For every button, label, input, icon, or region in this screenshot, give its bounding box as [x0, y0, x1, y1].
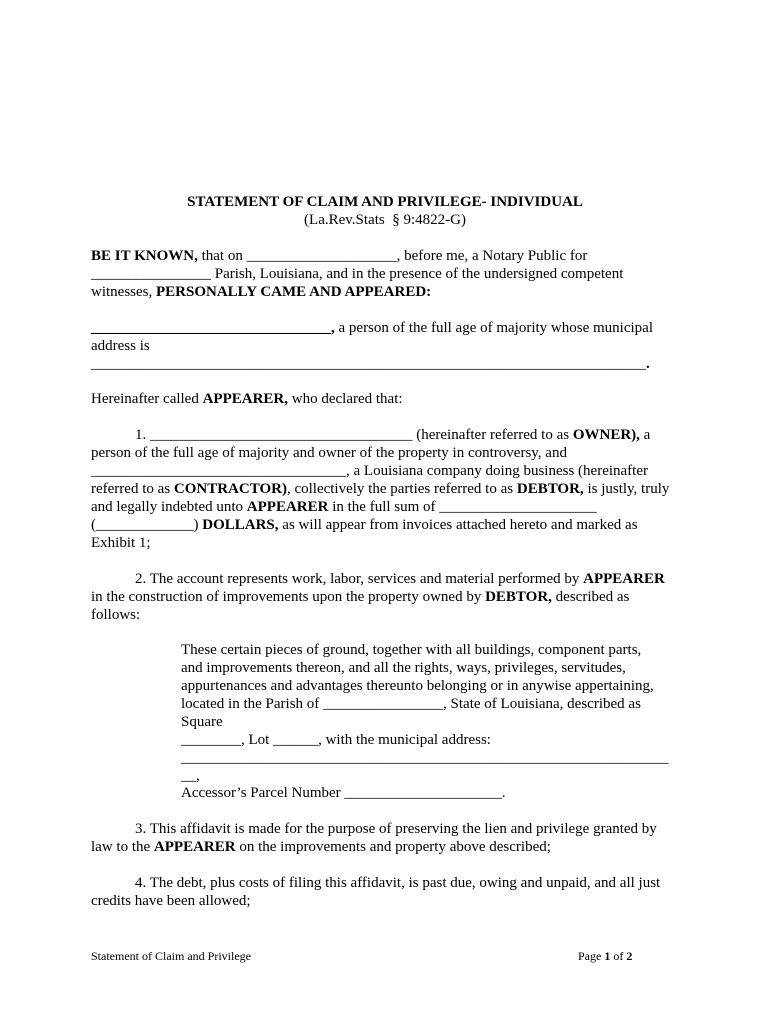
property-line-3: appurtenances and advantages thereunto belonging or in anywise appertaining,	[181, 678, 654, 694]
intro-line-3: witnesses, PERSONALLY CAME AND APPEARED:	[91, 284, 432, 300]
appearer-line-3: __________________________________________________________________________.	[91, 356, 650, 372]
intro-line-1: BE IT KNOWN, that on ____________________, before me, a Notary Public for	[91, 248, 588, 264]
property-line-7: _________________________________________________________________	[181, 750, 669, 766]
hereinafter-line: Hereinafter called APPEARER, who declared that:	[91, 391, 403, 407]
property-line-8: __,	[181, 768, 200, 784]
property-line-1: These certain pieces of ground, together with all buildings, component parts,	[181, 642, 642, 658]
para1-line-7: Exhibit 1;	[91, 535, 151, 551]
para2-line-3: follows:	[91, 607, 141, 623]
para1-line-1: 1. ___________________________________ (hereinafter referred to as OWNER), a	[135, 427, 651, 443]
para1-line-3: __________________________________, a Louisiana company doing business (hereinafter	[91, 463, 648, 479]
para2-line-1: 2. The account represents work, labor, services and material performed by APPEARER	[135, 571, 665, 587]
para1-line-6: (_____________) DOLLARS, as will appear from invoices attached hereto and marked as	[91, 517, 638, 533]
property-line-6: ________, Lot ______, with the municipal address:	[181, 732, 491, 748]
para1-line-2: person of the full age of majority and owner of the property in controversy, and	[91, 445, 567, 461]
page-indicator: Page 1 of 2	[578, 949, 633, 963]
parcel-number-line: Accessor’s Parcel Number _____________________.	[181, 785, 506, 801]
para4-line-2: credits have been allowed;	[91, 893, 251, 909]
para1-line-4: referred to as CONTRACTOR), collectively the parties referred to as DEBTOR, is justly, truly	[91, 481, 670, 497]
statute-citation: (La.Rev.Stats § 9:4822-G)	[304, 212, 466, 228]
footer-title: Statement of Claim and Privilege	[91, 949, 251, 963]
property-line-2: and improvements thereon, and all the rights, ways, privileges, servitudes,	[181, 660, 626, 676]
appearer-line-2: address is	[91, 338, 150, 354]
appearer-line-1: ________________________________, a person of the full age of majority whose municipal	[91, 320, 653, 336]
intro-line-2: ________________ Parish, Louisiana, and in the presence of the undersigned competent	[91, 266, 624, 282]
property-line-5: Square	[181, 714, 223, 730]
document-title: STATEMENT OF CLAIM AND PRIVILEGE- INDIVIDUAL	[187, 194, 583, 210]
para1-line-5: and legally indebted unto APPEARER in the full sum of _____________________	[91, 499, 597, 515]
para4-line-1: 4. The debt, plus costs of filing this affidavit, is past due, owing and unpaid, and all just	[135, 875, 661, 891]
para3-line-2: law to the APPEARER on the improvements and property above described;	[91, 839, 551, 855]
property-line-4: located in the Parish of ________________, State of Louisiana, described as	[181, 696, 641, 712]
para3-line-1: 3. This affidavit is made for the purpose of preserving the lien and privilege granted by	[135, 821, 657, 837]
para2-line-2: in the construction of improvements upon the property owned by DEBTOR, described as	[91, 589, 630, 605]
